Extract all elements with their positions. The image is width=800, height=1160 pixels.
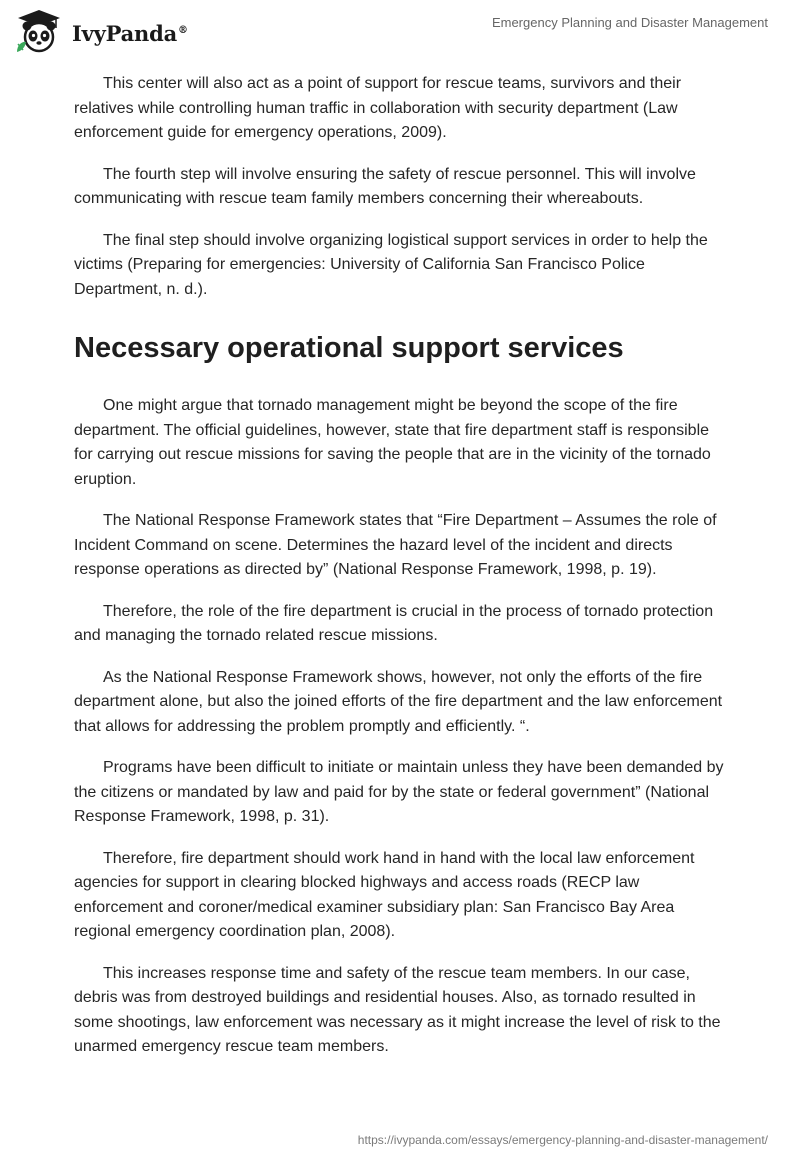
source-url-link[interactable]: https://ivypanda.com/essays/emergency-planning-and-disaster-management/ xyxy=(357,1133,768,1147)
paragraph: Programs have been difficult to initiate or maintain unless they have been demanded by the citizens or mandated by law and paid for by the state or federal government” (National Response Framework, 1998, p. 31). xyxy=(74,759,724,825)
section-heading: Necessary operational support services xyxy=(74,332,624,364)
paragraph: Therefore, fire department should work hand in hand with the local law enforcement agencies for support in clearing blocked highways and access roads (RECP law enforcement and coroner/medical examiner subsidiary plan: San Francisco Bay Area regional emergency coordination plan, 2008). xyxy=(74,849,695,940)
paragraph: Therefore, the role of the fire department is crucial in the process of tornado protection and managing the tornado related rescue missions. xyxy=(74,602,714,644)
paragraph: The National Response Framework states that “Fire Department – Assumes the role of Incident Command on scene. Determines the hazard level of the incident and directs response operations as directed by” (National Response Framework, 1998, p. 19). xyxy=(74,512,717,578)
paragraph: The fourth step will involve ensuring the safety of rescue personnel. This will involve communicating with rescue team family members concerning their whereabouts. xyxy=(74,165,696,207)
paragraph: As the National Response Framework shows, however, not only the efforts of the fire department alone, but also the joined efforts of the fire department and the law enforcement that allows for addressing the problem promptly and efficiently. “. xyxy=(74,668,723,735)
paragraph: The final step should involve organizing logistical support services in order to help the victims (Preparing for emergencies: University of California San Francisco Police Department, n. d.). xyxy=(74,231,708,298)
page-header xyxy=(0,0,800,60)
essay-content xyxy=(74,72,724,1077)
logo-text: IvyPanda® xyxy=(72,20,188,46)
panda-logo-icon xyxy=(14,8,64,54)
site-logo[interactable] xyxy=(14,8,188,54)
paragraph: This center will also act as a point of support for rescue teams, survivors and their relatives while controlling human traffic in collaboration with security department (Law enforcement guide for emergency operations, 2009). xyxy=(74,75,682,141)
document-title: Emergency Planning and Disaster Management xyxy=(491,15,768,30)
paragraph: One might argue that tornado management might be beyond the scope of the fire department. The official guidelines, however, state that fire department staff is responsible for carrying out rescue missions for saving the people that are in the vicinity of the tornado eruption. xyxy=(74,397,711,488)
paragraph: This increases response time and safety of the rescue team members. In our case, debris was from destroyed buildings and residential houses. Also, as tornado resulted in some shootings, law enforcement was necessary as it might increase the level of risk to the unarmed emergency rescue team members. xyxy=(74,964,721,1055)
